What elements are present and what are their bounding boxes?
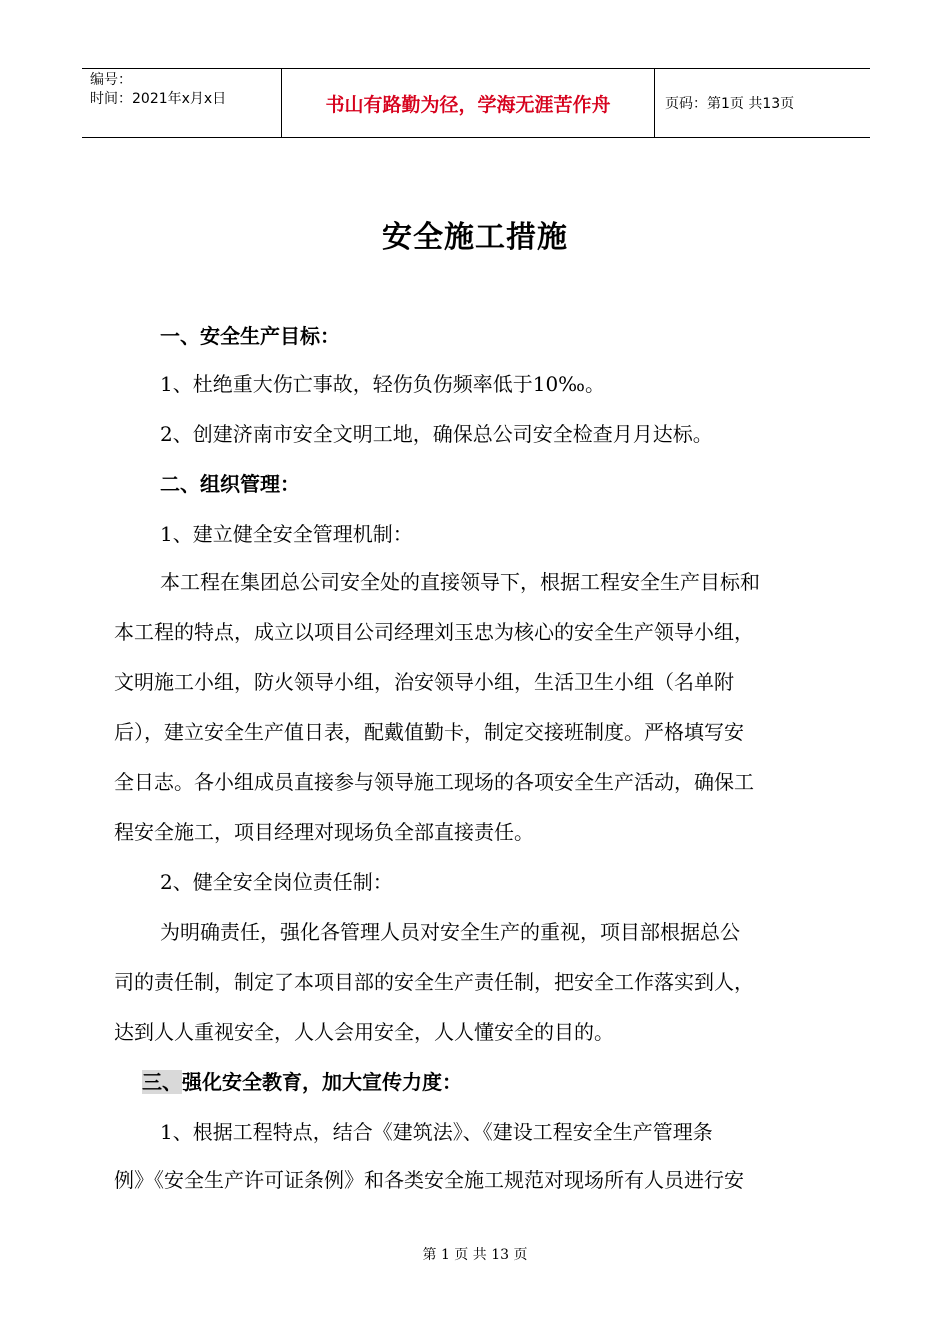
paragraph-line: 为明确责任，强化各管理人员对安全生产的重视，项目部根据总公	[160, 920, 740, 944]
section-3-heading-prefix: 三、	[142, 1070, 182, 1094]
section-3-heading-text: 强化安全教育，加大宣传力度：	[182, 1070, 462, 1094]
section-2-sub-2: 2、健全安全岗位责任制：	[160, 870, 393, 894]
paragraph-line: 司的责任制，制定了本项目部的安全生产责任制，把安全工作落实到人，	[114, 970, 754, 994]
header-motto: 书山有路勤为径，学海无涯苦作舟	[282, 69, 655, 137]
paragraph-line: 全日志。各小组成员直接参与领导施工现场的各项安全生产活动，确保工	[114, 770, 754, 794]
number-label: 编号：	[90, 72, 132, 88]
paragraph-line: 本工程在集团总公司安全处的直接领导下，根据工程安全生产目标和	[160, 570, 760, 594]
paragraph-line: 后），建立安全生产值日表，配戴值勤卡，制定交接班制度。严格填写安	[114, 720, 744, 744]
section-2-heading: 二、组织管理：	[160, 472, 300, 496]
page-footer: 第 1 页 共 13 页	[422, 1247, 528, 1263]
paragraph-line: 达到人人重视安全，人人会用安全，人人懂安全的目的。	[114, 1020, 614, 1044]
paragraph-line: 1、根据工程特点，结合《建筑法》、《建设工程安全生产管理条	[160, 1120, 713, 1144]
section-3-heading	[142, 1067, 872, 1097]
paragraph-line: 文明施工小组，防火领导小组，治安领导小组，生活卫生小组（名单附	[114, 670, 734, 694]
section-2-sub-1: 1、建立健全安全管理机制：	[160, 522, 413, 546]
document-title: 安全施工措施	[382, 220, 568, 255]
paragraph-line: 本工程的特点，成立以项目公司经理刘玉忠为核心的安全生产领导小组，	[114, 620, 754, 644]
paragraph-line: 程安全施工，项目经理对现场负全部直接责任。	[114, 820, 534, 844]
header-page-label: 页码：第1页 共13页	[665, 96, 795, 112]
section-1-heading: 一、安全生产目标：	[160, 324, 340, 348]
header-meta	[82, 69, 282, 137]
page-header	[82, 68, 870, 138]
paragraph-line: 例》《安全生产许可证条例》和各类安全施工规范对现场所有人员进行安	[114, 1168, 744, 1192]
section-1-item-1: 1、杜绝重大伤亡事故，轻伤负伤频率低于10‰。	[160, 372, 606, 396]
time-label: 时间：2021年x月x日	[90, 91, 227, 107]
section-1-item-2: 2、创建济南市安全文明工地，确保总公司安全检查月月达标。	[160, 422, 713, 446]
